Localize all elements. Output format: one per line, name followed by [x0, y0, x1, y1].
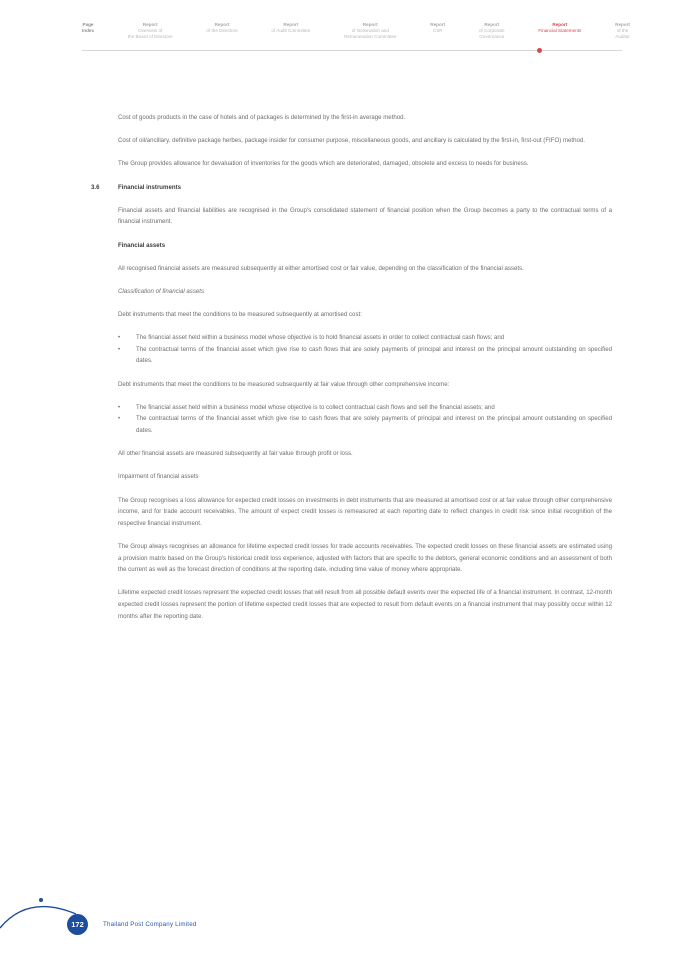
paragraph: Lifetime expected credit losses represent the expected credit losses that will result from all possible default events over the expected life of a financial instrument. In contrast, 12-month expected credit losses represent the portion of lifetime expected credit losses that are expected to result from default events on a financial instrument that may possibly occur within 12 months after the reporting date.: [118, 589, 612, 620]
paragraph: Debt instruments that meet the conditions to be measured subsequently at amortised cost:: [118, 311, 362, 319]
list-item: • The financial asset held within a business model whose objective is to collect contractual cash flows and sell the financial assets; and: [118, 402, 612, 414]
nav-item-label: Report: [615, 22, 630, 27]
nav-item-directors[interactable]: [206, 22, 237, 34]
nav-item-sublabel-2: Governance: [479, 34, 505, 39]
bullet-list: [118, 332, 612, 367]
nav-item-board-overview[interactable]: [128, 22, 173, 40]
nav-item-sublabel: Financial Statements: [538, 28, 582, 33]
list-item: • The financial asset held within a business model whose objective is to hold financial assets in order to collect contractual cash flows; and: [118, 332, 612, 344]
list-item: • The contractual terms of the financial asset which give rise to cash flows that are solely payments of principal and interest on the principal amount outstanding on specified dates.: [118, 413, 612, 436]
top-navigation: [82, 22, 630, 52]
paragraph: Cost of oil/ancillary, definitive package herbes, package insider for consumer purpose, miscellaneous goods, and ancillary is calculated by the first-in, first-out (FIFO) method.: [118, 137, 585, 145]
nav-item-sublabel: of the: [616, 28, 629, 33]
nav-item-auditor[interactable]: [615, 22, 630, 40]
nav-item-sublabel: of the Directors: [206, 28, 238, 33]
nav-item-governance[interactable]: [479, 22, 505, 40]
paragraph: Financial assets and financial liabilities are recognised in the Group's consolidated statement of financial position when the Group becomes a party to the contractual terms of a financial instrument.: [118, 206, 612, 226]
paragraph: Debt instruments that meet the conditions to be measured subsequently at fair value through other comprehensive income:: [118, 380, 450, 388]
page-number-badge: [67, 914, 88, 935]
nav-item-sublabel-2: Auditor: [615, 34, 630, 39]
page-content: [91, 112, 612, 634]
section-financial-instruments: [91, 182, 612, 623]
subheading-classification: Classification of financial assets: [118, 287, 205, 295]
nav-item-label: Report: [362, 22, 378, 27]
list-item: • The contractual terms of the financial asset which give rise to cash flows that are solely payments of principal and interest on the principal amount outstanding on specified dates.: [118, 344, 612, 367]
company-name: Thailand Post Company Limited: [103, 921, 197, 928]
paragraph: The Group always recognises an allowance for lifetime expected credit losses for trade accounts receivables. The expected credit losses on these financial assets are estimated using a provision matrix based on the Group's historical credit loss experience, adjusted with factors that are specific to the debtors, general economic conditions and an assessment of both the current as well as the forecast direction of conditions at the reporting date, including time value of money where appropriate.: [118, 542, 612, 574]
nav-item-label: Report: [142, 22, 158, 27]
nav-item-label: Page: [82, 22, 94, 27]
nav-item-label: Report: [552, 22, 568, 27]
active-nav-marker: [537, 48, 542, 53]
subheading-impairment: Impairment of financial assets: [118, 473, 199, 481]
nav-item-sublabel: of Nomination and: [351, 28, 389, 33]
nav-item-financial-statements[interactable]: [538, 22, 581, 34]
section-number: 3.6: [91, 183, 100, 191]
section-title: Financial instruments: [118, 183, 181, 191]
paragraph: All recognised financial assets are measured subsequently at either amortised cost or fair value, depending on the classification of the financial assets.: [118, 264, 524, 272]
paragraph: The Group provides allowance for devaluation of inventories for the goods which are deteriorated, damaged, obsolete and excess to needs for business.: [118, 160, 529, 168]
nav-item-sublabel: CSR: [432, 28, 443, 33]
nav-item-sublabel: Index: [82, 28, 94, 33]
subheading-financial-assets: Financial assets: [118, 241, 166, 249]
paragraph: Cost of goods products in the case of hotels and of packages is determined by the first-in average method.: [118, 114, 406, 121]
nav-item-nomination-committee[interactable]: [344, 22, 396, 40]
nav-item-csr[interactable]: [430, 22, 445, 34]
nav-item-label: Report: [283, 22, 299, 27]
nav-item-sublabel: of Corporate: [478, 28, 505, 33]
nav-item-sublabel-2: the Board of Directors: [127, 34, 173, 39]
nav-item-label: Report: [214, 22, 230, 27]
page-number: 172: [71, 920, 84, 929]
nav-item-sublabel: of Audit Committee: [271, 28, 311, 33]
nav-item-index[interactable]: [82, 22, 94, 34]
nav-item-label: Report: [430, 22, 446, 27]
nav-item-sublabel: Overview of: [138, 28, 163, 33]
paragraph: The Group recognises a loss allowance for expected credit losses on investments in debt instruments that are measured at amortised cost or at fair value through other comprehensive income, and for trade account receivables. The amount of expect credit losses is remeasured at each reporting date to reflect changes in credit risk since initial recognition of the respective financial instrument.: [118, 496, 612, 527]
nav-item-audit-committee[interactable]: [271, 22, 310, 34]
nav-item-label: Report: [484, 22, 500, 27]
bullet-list: [118, 402, 612, 437]
nav-item-sublabel-2: Remuneration Committee: [344, 34, 397, 39]
paragraph: All other financial assets are measured subsequently at fair value through profit or loss.: [118, 450, 353, 458]
